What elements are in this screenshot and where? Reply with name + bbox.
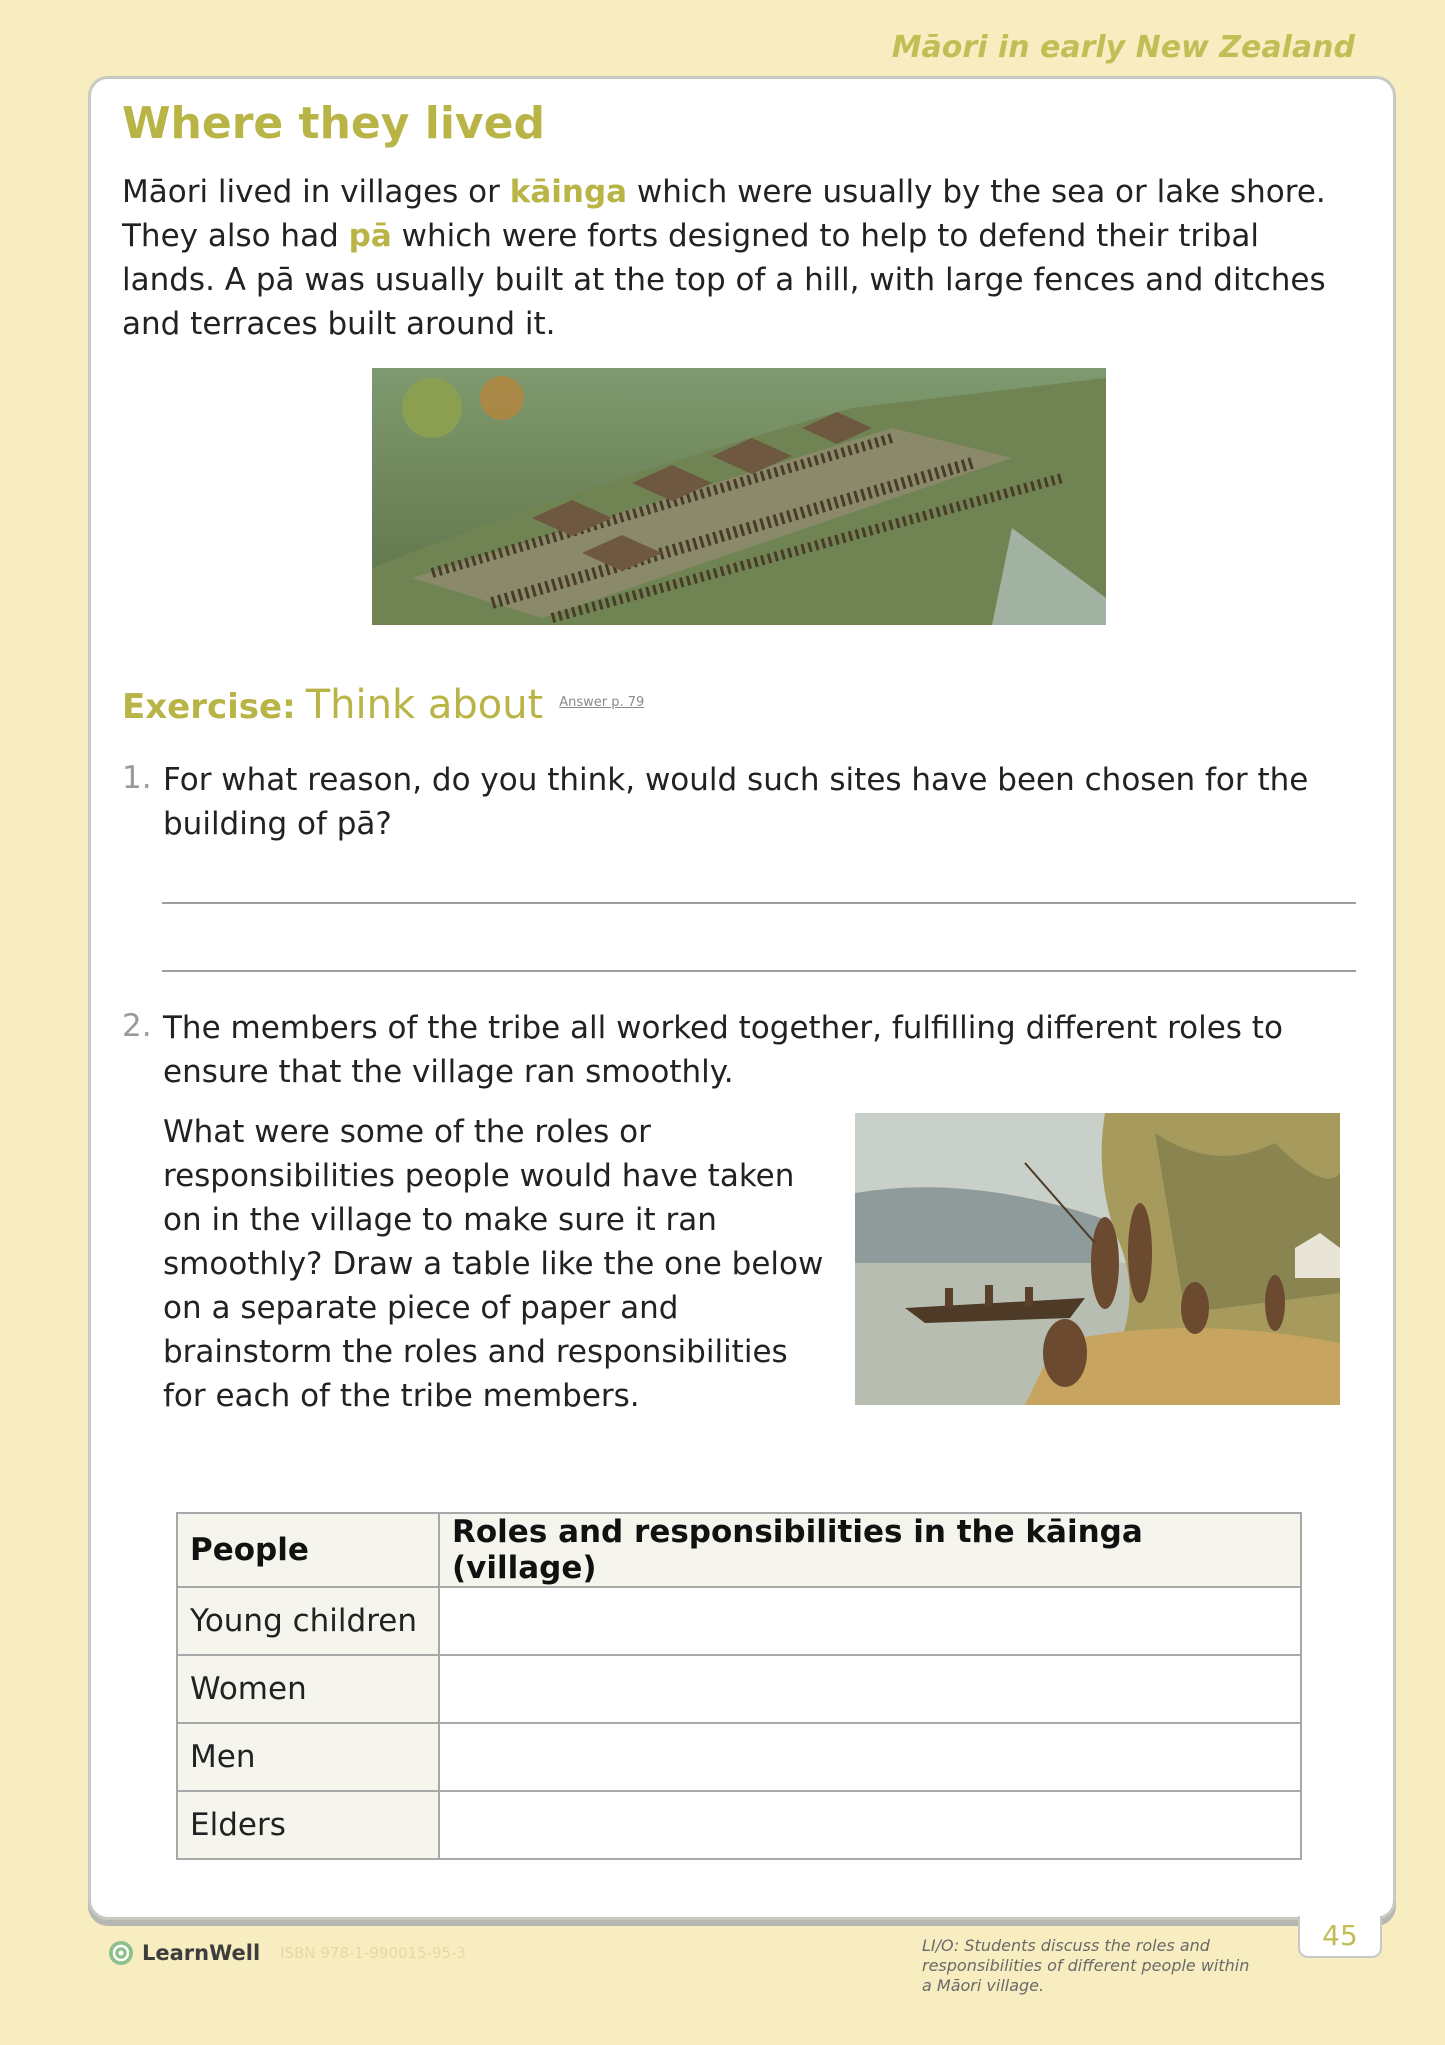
section-title: Where they lived xyxy=(122,98,545,149)
table-row xyxy=(177,1587,1301,1655)
question-1-text: For what reason, do you think, would such sites have been chosen for the building of pā? xyxy=(163,762,1309,842)
table-header-people: People xyxy=(177,1513,439,1587)
exercise-title: Think about xyxy=(305,682,544,728)
question-1-number: 1. xyxy=(122,760,152,796)
table-header-roles: Roles and responsibilities in the kāinga (village) xyxy=(439,1513,1301,1587)
table-cell-people: Women xyxy=(177,1655,439,1723)
table-cell-people: Men xyxy=(177,1723,439,1791)
table-cell-roles[interactable] xyxy=(439,1723,1301,1791)
term-pa: pā xyxy=(348,218,392,254)
exercise-heading xyxy=(122,682,644,728)
roles-table xyxy=(176,1512,1302,1860)
intro-text-3: which were forts designed to help to defend their tribal lands. A pā was usually built at the top of a hill, with large fences and ditches and terraces built around it. xyxy=(122,218,1326,342)
table-cell-people: Elders xyxy=(177,1791,439,1859)
intro-text-2: which were usually by the sea or lake shore. They also had xyxy=(122,174,1326,254)
table-cell-roles[interactable] xyxy=(439,1791,1301,1859)
exercise-prefix: Exercise: xyxy=(122,687,296,727)
answer-reference-link[interactable]: Answer p. 79 xyxy=(559,695,645,710)
table-cell-roles[interactable] xyxy=(439,1587,1301,1655)
pa-model-photo xyxy=(372,368,1106,625)
intro-paragraph xyxy=(122,170,1352,346)
table-cell-people: Young children xyxy=(177,1587,439,1655)
table-row xyxy=(177,1791,1301,1859)
question-2-text: The members of the tribe all worked together, fulfilling different roles to ensure that the village ran smoothly. xyxy=(163,1010,1283,1090)
answer-line-1[interactable] xyxy=(162,902,1356,904)
page-number: 45 xyxy=(1298,1916,1382,1958)
table-row xyxy=(177,1723,1301,1791)
isbn: ISBN 978-1-990015-95-3 xyxy=(280,1944,467,1962)
canoe-painting xyxy=(855,1113,1340,1405)
learnwell-logo-icon xyxy=(108,1940,134,1966)
footer-brand xyxy=(108,1940,466,1966)
brand-name: LearnWell xyxy=(142,1941,261,1965)
table-cell-roles[interactable] xyxy=(439,1655,1301,1723)
table-header-row xyxy=(177,1513,1301,1587)
intro-text-1: Māori lived in villages or xyxy=(122,174,510,210)
term-kainga: kāinga xyxy=(509,174,628,210)
learning-intention: LI/O: Students discuss the roles and responsibilities of different people within a Māori village. xyxy=(922,1936,1250,1995)
question-2-number: 2. xyxy=(122,1008,152,1044)
running-head-title: Māori in early New Zealand xyxy=(891,30,1355,65)
answer-line-2[interactable] xyxy=(162,970,1356,972)
question-2-followup: What were some of the roles or responsibilities people would have taken on in the village to make sure it ran smoothly? Draw a table like the one below on a separate piece of paper and brainstorm the roles and responsibilities for each of the tribe members. xyxy=(163,1114,824,1414)
table-row xyxy=(177,1655,1301,1723)
